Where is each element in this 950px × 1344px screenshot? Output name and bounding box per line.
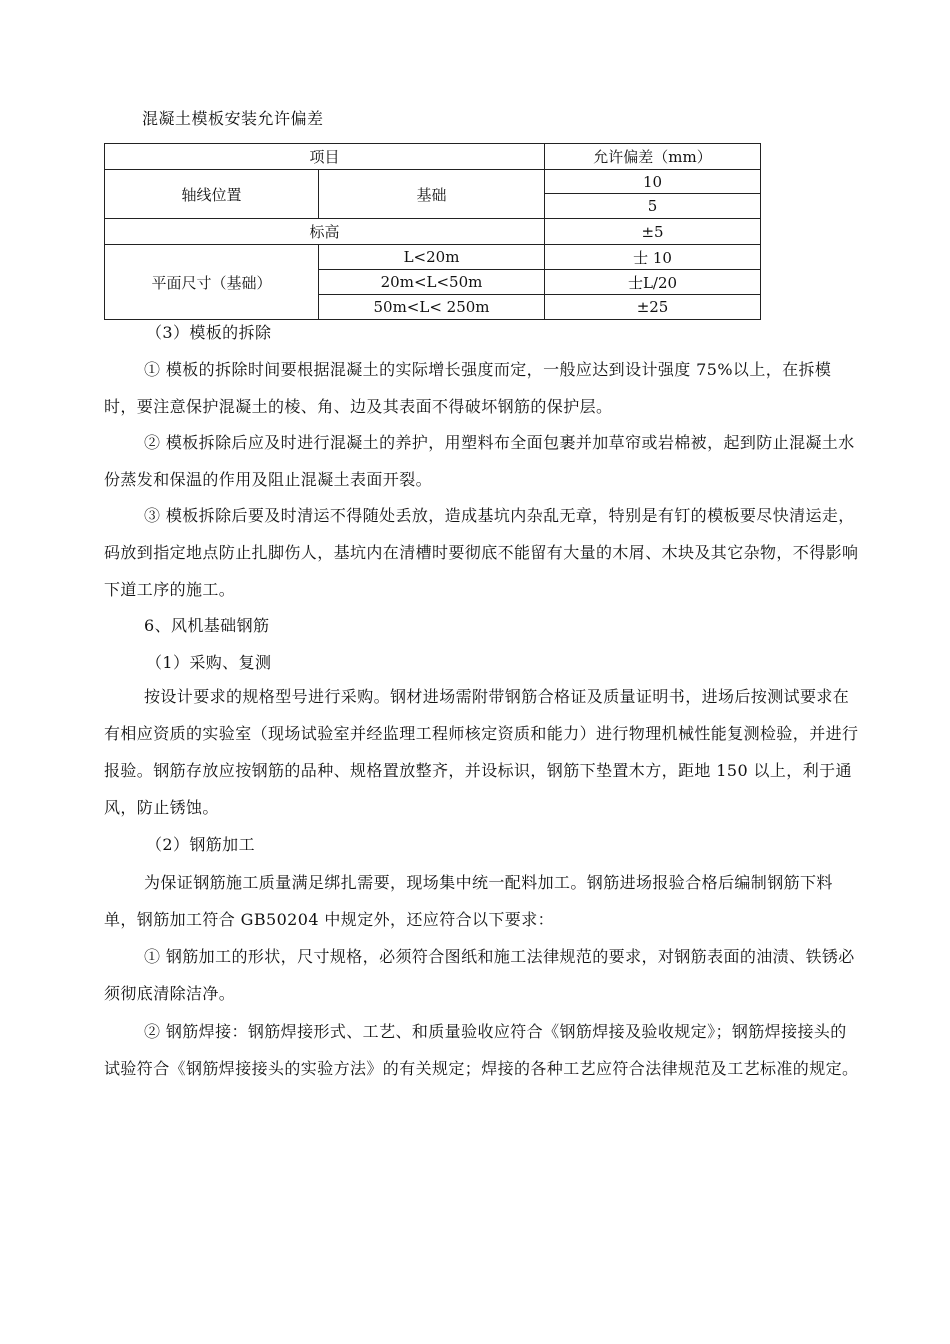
header-item: 项目 [105,144,545,170]
paragraph: ① 模板的拆除时间要根据混凝土的实际增长强度而定，一般应达到设计强度 75%以上，在拆模时，要注意保护混凝土的棱、角、边及其表面不得破坏钢筋的保护层。 [104,360,832,416]
elevation-value: ±5 [545,219,761,245]
paragraph: 为保证钢筋施工质量满足绑扎需要，现场集中统一配料加工。钢筋进场报验合格后编制钢筋下料单，钢筋加工符合 GB50204 中规定外，还应符合以下要求： [104,873,833,929]
plane-range: 20m<L<50m [319,270,545,295]
paragraph: 按设计要求的规格型号进行采购。钢材进场需附带钢筋合格证及质量证明书，进场后按测试要求在有相应资质的实验室（现场试验室并经监理工程师核定资质和能力）进行物理机械性能复测检验，并进行报验。钢筋存放应按钢筋的品种、规格置放整齐，并设标识，钢筋下垫置木方，距地 150 以上，利于通风，防止锈蚀。 [104,687,859,817]
table-row [105,219,761,245]
plane-value: 士L/20 [545,270,761,295]
header-tolerance: 允许偏差（mm） [545,144,761,170]
section-title: 6、风机基础钢筋 [144,616,270,635]
axis-value: 10 [545,170,761,194]
section-title: （2）钢筋加工 [146,835,255,854]
plane-label: 平面尺寸（基础） [105,245,319,320]
plane-range: 50m<L< 250m [319,295,545,320]
table-row [105,170,761,194]
paragraph: ① 钢筋加工的形状，尺寸规格，必须符合图纸和施工法律规范的要求，对钢筋表面的油渍、铁锈必须彻底清除洁净。 [104,947,855,1003]
foundation-label: 基础 [319,170,545,219]
paragraph: ② 模板拆除后应及时进行混凝土的养护，用塑料布全面包裹并加草帘或岩棉被，起到防止混凝土水份蒸发和保温的作用及阻止混凝土表面开裂。 [104,433,855,489]
paragraph: ② 钢筋焊接：钢筋焊接形式、工艺、和质量验收应符合《钢筋焊接及验收规定》；钢筋焊接接头的试验符合《钢筋焊接接头的实验方法》的有关规定；焊接的各种工艺应符合法律规范及工艺标准的规定。 [104,1022,859,1078]
plane-range: L<20m [319,245,545,270]
axis-value: 5 [545,194,761,219]
paragraph: ③ 模板拆除后要及时清运不得随处丢放，造成基坑内杂乱无章，特别是有钉的模板要尽快清运走，码放到指定地点防止扎脚伤人，基坑内在清槽时要彻底不能留有大量的木屑、木块及其它杂物，不得影响下道工序的施工。 [104,506,859,599]
table-caption: 混凝土模板安装允许偏差 [142,109,324,128]
tolerance-table [104,143,761,320]
table-row [105,245,761,270]
elevation-label: 标高 [105,219,545,245]
plane-value: ±25 [545,295,761,320]
plane-value: 士 10 [545,245,761,270]
axis-label: 轴线位置 [105,170,319,219]
section-title: （1）采购、复测 [146,653,272,672]
section-title: （3）模板的拆除 [146,323,272,342]
table-row [105,144,761,170]
